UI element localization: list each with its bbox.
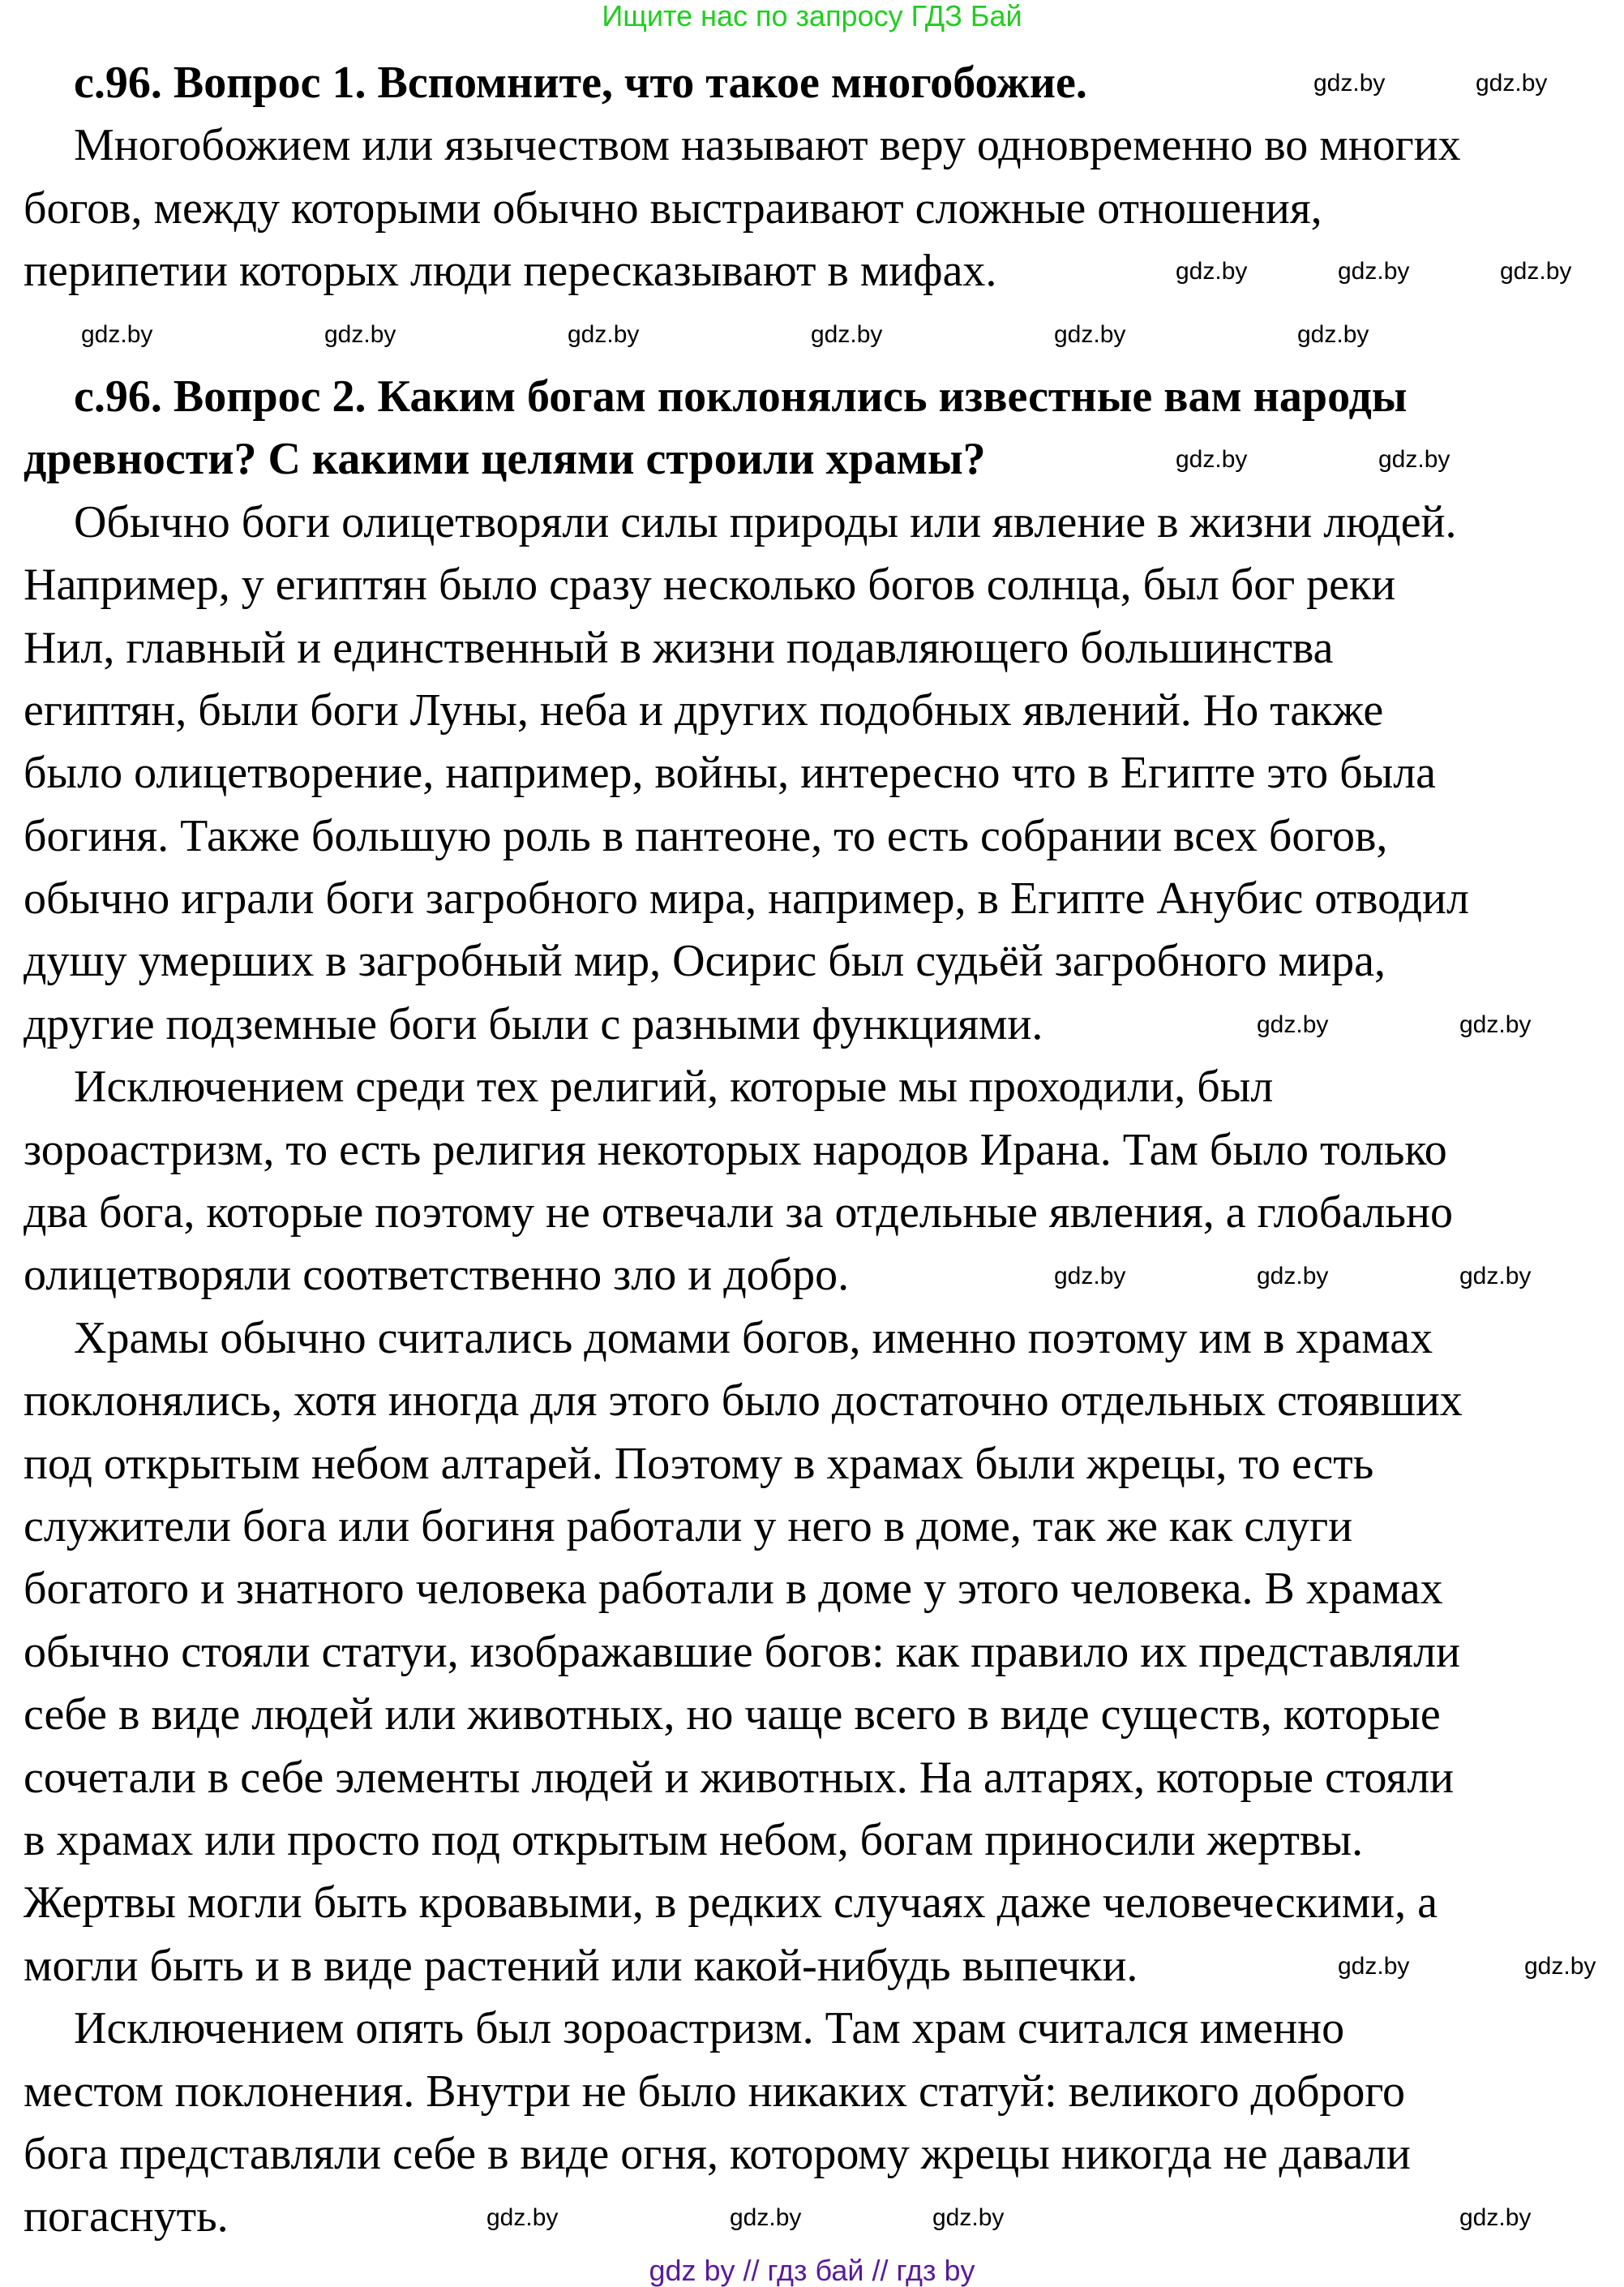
paragraph-line: Исключением опять был зороастризм. Там храм считался именно [74,2003,1345,2054]
watermark: gdz.by [1257,1263,1329,1289]
watermark: gdz.by [486,2204,559,2231]
watermark: gdz.by [1459,2204,1532,2231]
watermark: gdz.by [324,321,396,348]
paragraph-line: душу умерших в загробный мир, Осирис был судьёй загробного мира, [24,936,1386,987]
paragraph-line: местом поклонения. Внутри не было никаких статуй: великого доброго [24,2066,1406,2117]
paragraph-line: два бога, которые поэтому не отвечали за отдельные явления, а глобально [24,1187,1453,1238]
paragraph-line: обычно стояли статуи, изображавшие богов: как правило их представляли [24,1626,1461,1677]
paragraph-line: Храмы обычно считались домами богов, именно поэтому им в храмах [74,1312,1433,1363]
watermark: gdz.by [1338,1953,1410,1980]
watermark: gdz.by [1476,70,1548,97]
watermark: gdz.by [1257,1011,1329,1038]
watermark: gdz.by [811,321,883,348]
paragraph-line: обычно играли боги загробного мира, например, в Египте Анубис отводил [24,873,1469,925]
watermark: gdz.by [1500,258,1572,285]
paragraph-line: сочетали в себе элементы людей и животных. На алтарях, которые стояли [24,1752,1455,1803]
paragraph-line: Например, у египтян было сразу несколько богов солнца, был бог реки [24,560,1396,611]
paragraph-line: могли быть и в виде растений или какой-нибудь выпечки. [24,1940,1138,1991]
paragraph-line: служители бога или богиня работали у него в доме, так же как слуги [24,1500,1353,1551]
paragraph-line: в храмах или просто под открытым небом, богам приносили жертвы. [24,1814,1364,1865]
watermark: gdz.by [1297,321,1369,348]
watermark: gdz.by [1054,321,1126,348]
paragraph-line: поклонялись, хотя иногда для этого было достаточно отдельных стоявших [24,1375,1463,1427]
question-heading-line: древности? С какими целями строили храмы? [24,434,986,485]
paragraph-line: Исключением среди тех религий, которые мы проходили, был [74,1062,1274,1113]
paragraph-line: Многобожием или язычеством называют веру одновременно во многих [74,120,1461,171]
watermark: gdz.by [568,321,640,348]
paragraph-line: бога представляли себе в виде огня, которому жрецы никогда не давали [24,2128,1411,2179]
paragraph-line: богатого и знатного человека работали в доме у этого человека. В храмах [24,1564,1443,1615]
watermark: gdz.by [1176,446,1248,473]
watermark: gdz.by [1313,70,1386,97]
question-heading-line: с.96. Вопрос 1. Вспомните, что такое многобожие. [74,58,1087,108]
paragraph-line: себе в виде людей или животных, но чаще всего в виде существ, которые [24,1689,1441,1740]
watermark: gdz.by [730,2204,802,2231]
paragraph-line: другие подземные боги были с разными функциями. [24,998,1043,1049]
watermark: gdz.by [1338,258,1410,285]
paragraph-line: богов, между которыми обычно выстраивают сложные отношения, [24,182,1322,234]
paragraph-line: под открытым небом алтарей. Поэтому в храмах были жрецы, то есть [24,1438,1374,1489]
footer-links[interactable]: gdz by // гдз бай // гдз by [649,2254,975,2287]
search-banner: Ищите нас по запросу ГДЗ Бай [602,0,1022,32]
paragraph-line: Нил, главный и единственный в жизни подавляющего большинства [24,622,1334,673]
paragraph-line: погаснуть. [24,2191,229,2242]
watermark: gdz.by [1378,446,1450,473]
paragraph-line: олицетворяли соответственно зло и добро. [24,1250,850,1301]
document-body [24,52,1469,2249]
watermark: gdz.by [1176,258,1248,285]
paragraph-line: зороастризм, то есть религия некоторых народов Ирана. Там было только [24,1124,1447,1175]
paragraph-line: Жертвы могли быть кровавыми, в редких случаях даже человеческими, а [24,1877,1438,1929]
watermark: gdz.by [1524,1953,1596,1980]
watermark: gdz.by [1054,1263,1126,1289]
question-heading-line: с.96. Вопрос 2. Каким богам поклонялись известные вам народы [74,371,1408,422]
paragraph-line: перипетии которых люди пересказывают в мифах. [24,246,997,297]
paragraph-line: богиня. Также большую роль в пантеоне, то есть собрании всех богов, [24,810,1388,861]
paragraph-line: египтян, были боги Луны, неба и других подобных явлений. Но также [24,684,1384,736]
watermark: gdz.by [932,2204,1005,2231]
paragraph-line: было олицетворение, например, войны, интересно что в Египте это была [24,748,1436,799]
paragraph-line: Обычно боги олицетворяли силы природы или явление в жизни людей. [74,496,1457,547]
watermark: gdz.by [1459,1011,1532,1038]
watermark: gdz.by [81,321,153,348]
watermark: gdz.by [1459,1263,1532,1289]
